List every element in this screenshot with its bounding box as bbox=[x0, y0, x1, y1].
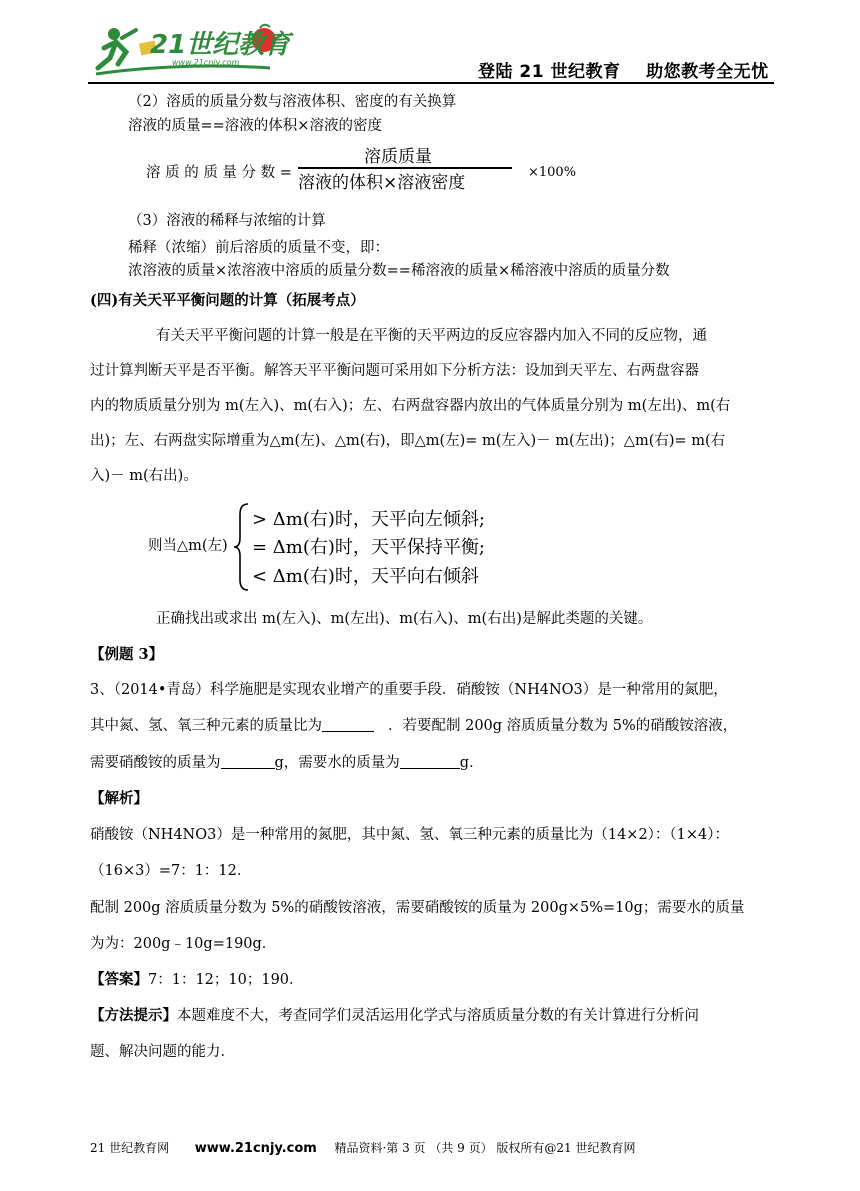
header-rule bbox=[88, 82, 774, 84]
header-slogan: 登陆 21 世纪教育 助您教考全无忧 bbox=[478, 62, 769, 82]
answer-blank-2[interactable] bbox=[221, 754, 275, 769]
formula-label: 溶 质 的 质 量 分 数 = bbox=[146, 165, 292, 181]
case-3: < Δm(右)时，天平向右倾斜 bbox=[252, 566, 479, 587]
formula-numerator: 溶质质量 bbox=[364, 147, 432, 167]
case-label: 则当△m(左) bbox=[148, 538, 228, 554]
section3-line1: 稀释（浓缩）前后溶质的质量不变，即： bbox=[128, 240, 389, 256]
example-label: 【例题 3】 bbox=[90, 646, 164, 663]
case-brace bbox=[232, 502, 250, 592]
tip-l1: 本题难度不大，考查同学们灵活运用化学式与溶质质量分数的有关计算进行分析问 bbox=[177, 1008, 699, 1024]
example-q2a: 其中氮、氢、氧三种元素的质量比为 bbox=[90, 718, 322, 734]
example-q3 bbox=[90, 748, 484, 778]
analysis-label: 【解析】 bbox=[90, 790, 148, 807]
example-q2b: ．若要配制 200g 溶质质量分数为 5%的硝酸铵溶液， bbox=[388, 718, 738, 734]
example-q3c: g． bbox=[459, 755, 484, 771]
footer-left: 21 世纪教育网 bbox=[90, 1141, 170, 1155]
section4-key: 正确找出或求出 m(左入)、m(左出)、m(右入)、m(右出)是解此类题的关键。 bbox=[156, 611, 653, 627]
answer-text: 7：1：12；10；190． bbox=[148, 972, 304, 988]
footer-site-link[interactable]: www.21cnjy.com bbox=[194, 1141, 317, 1156]
formula-denominator: 溶液的体积×溶液密度 bbox=[298, 173, 466, 193]
formula-times100: ×100% bbox=[528, 165, 577, 180]
answer-label: 【答案】 bbox=[90, 971, 148, 988]
logo-text: 21世纪教育 bbox=[150, 30, 291, 60]
example-q3a: 需要硝酸铵的质量为 bbox=[90, 755, 221, 771]
section4-para-2: 过计算判断天平是否平衡。解答天平平衡问题可采用如下分析方法：设加到天平左、右两盘容器 bbox=[90, 363, 699, 379]
example-q1: 3、（2014•青岛）科学施肥是实现农业增产的重要手段．硝酸铵（NH4NO3）是一种常用的氮肥， bbox=[90, 682, 728, 698]
footer bbox=[90, 1139, 636, 1156]
example-q2 bbox=[90, 711, 737, 741]
case-1: > Δm(右)时，天平向左倾斜; bbox=[252, 509, 485, 530]
analysis-l4: 为为：200g﹣10g=190g． bbox=[90, 936, 277, 952]
logo-url: www.21cnjy.com bbox=[172, 58, 240, 67]
case-2: = Δm(右)时，天平保持平衡; bbox=[252, 537, 485, 558]
answer-line bbox=[90, 965, 304, 995]
answer-blank-3[interactable] bbox=[400, 754, 460, 769]
tip-line1 bbox=[90, 1001, 699, 1031]
example-q3b: g，需要水的质量为 bbox=[274, 755, 400, 771]
section2-line1: 溶液的质量==溶液的体积×溶液的密度 bbox=[128, 118, 382, 134]
footer-right: 精品资料·第 3 页 （共 9 页） 版权所有@21 世纪教育网 bbox=[334, 1141, 636, 1155]
answer-blank-1[interactable] bbox=[322, 717, 374, 732]
section4-para-3: 内的物质质量分别为 m(左入)、m(右入)；左、右两盘容器内放出的气体质量分别为 m(左出)、m(右 bbox=[90, 398, 731, 414]
section2-title: （2）溶质的质量分数与溶液体积、密度的有关换算 bbox=[128, 94, 457, 110]
analysis-l1: 硝酸铵（NH4NO3）是一种常用的氮肥，其中氮、氢、氧三种元素的质量比为（14×2）：（1×4）： bbox=[90, 827, 730, 843]
section3-title: （3）溶液的稀释与浓缩的计算 bbox=[128, 213, 326, 229]
tip-l2: 题、解决问题的能力． bbox=[90, 1044, 235, 1060]
analysis-l3: 配制 200g 溶质质量分数为 5%的硝酸铵溶液，需要硝酸铵的质量为 200g×5%=10g；需要水的质量 bbox=[90, 900, 745, 916]
section3-line2: 浓溶液的质量×浓溶液中溶质的质量分数==稀溶液的质量×稀溶液中溶质的质量分数 bbox=[128, 263, 670, 279]
section4-heading: (四)有关天平平衡问题的计算（拓展考点） bbox=[90, 292, 365, 309]
section4-para-4: 出)；左、右两盘实际增重为△m(左)、△m(右)，即△m(左)= m(左入)－ m(左出)；△m(右)= m(右 bbox=[90, 433, 726, 449]
analysis-l2: （16×3）=7：1：12． bbox=[90, 863, 252, 879]
section4-para-1: 有关天平平衡问题的计算一般是在平衡的天平两边的反应容器内加入不同的反应物，通 bbox=[156, 328, 707, 344]
section4-para-5: 入)－ m(右出)。 bbox=[90, 468, 198, 484]
tip-label: 【方法提示】 bbox=[90, 1007, 177, 1024]
